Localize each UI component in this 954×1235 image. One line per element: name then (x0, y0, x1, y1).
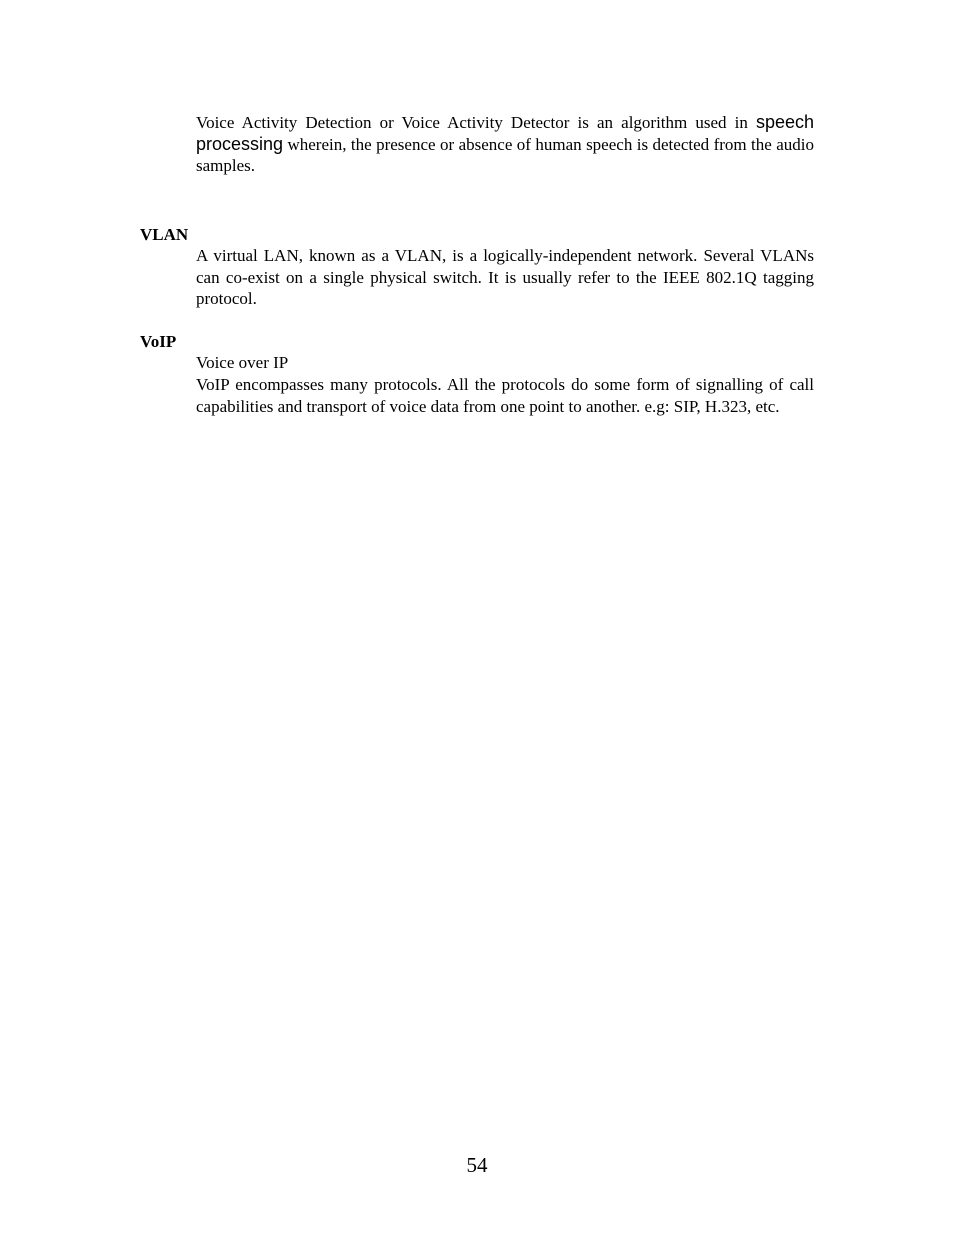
page-number: 54 (466, 1153, 488, 1177)
vlan-definition: A virtual LAN, known as a VLAN, is a logically-independent network. Several VLANs can co-exist on a single physical switch. It is usually refer to the IEEE 802.1Q tagging protocol. (196, 246, 814, 308)
vad-term-highlight: speech processing (196, 112, 814, 154)
voip-term: VoIP (140, 332, 177, 351)
vlan-term: VLAN (140, 225, 189, 244)
vad-text-after: wherein, the presence or absence of human speech is detected from the audio samples. (196, 134, 814, 175)
voip-expansion: Voice over IP (196, 353, 289, 372)
vad-definition (196, 112, 814, 177)
voip-definition: VoIP encompasses many protocols. All the protocols do some form of signalling of call capabilities and transport of voice data from one point to another. e.g: SIP, H.323, etc. (196, 375, 814, 416)
vad-text-before: Voice Activity Detection or Voice Activity Detector is an algorithm used in (196, 113, 756, 132)
